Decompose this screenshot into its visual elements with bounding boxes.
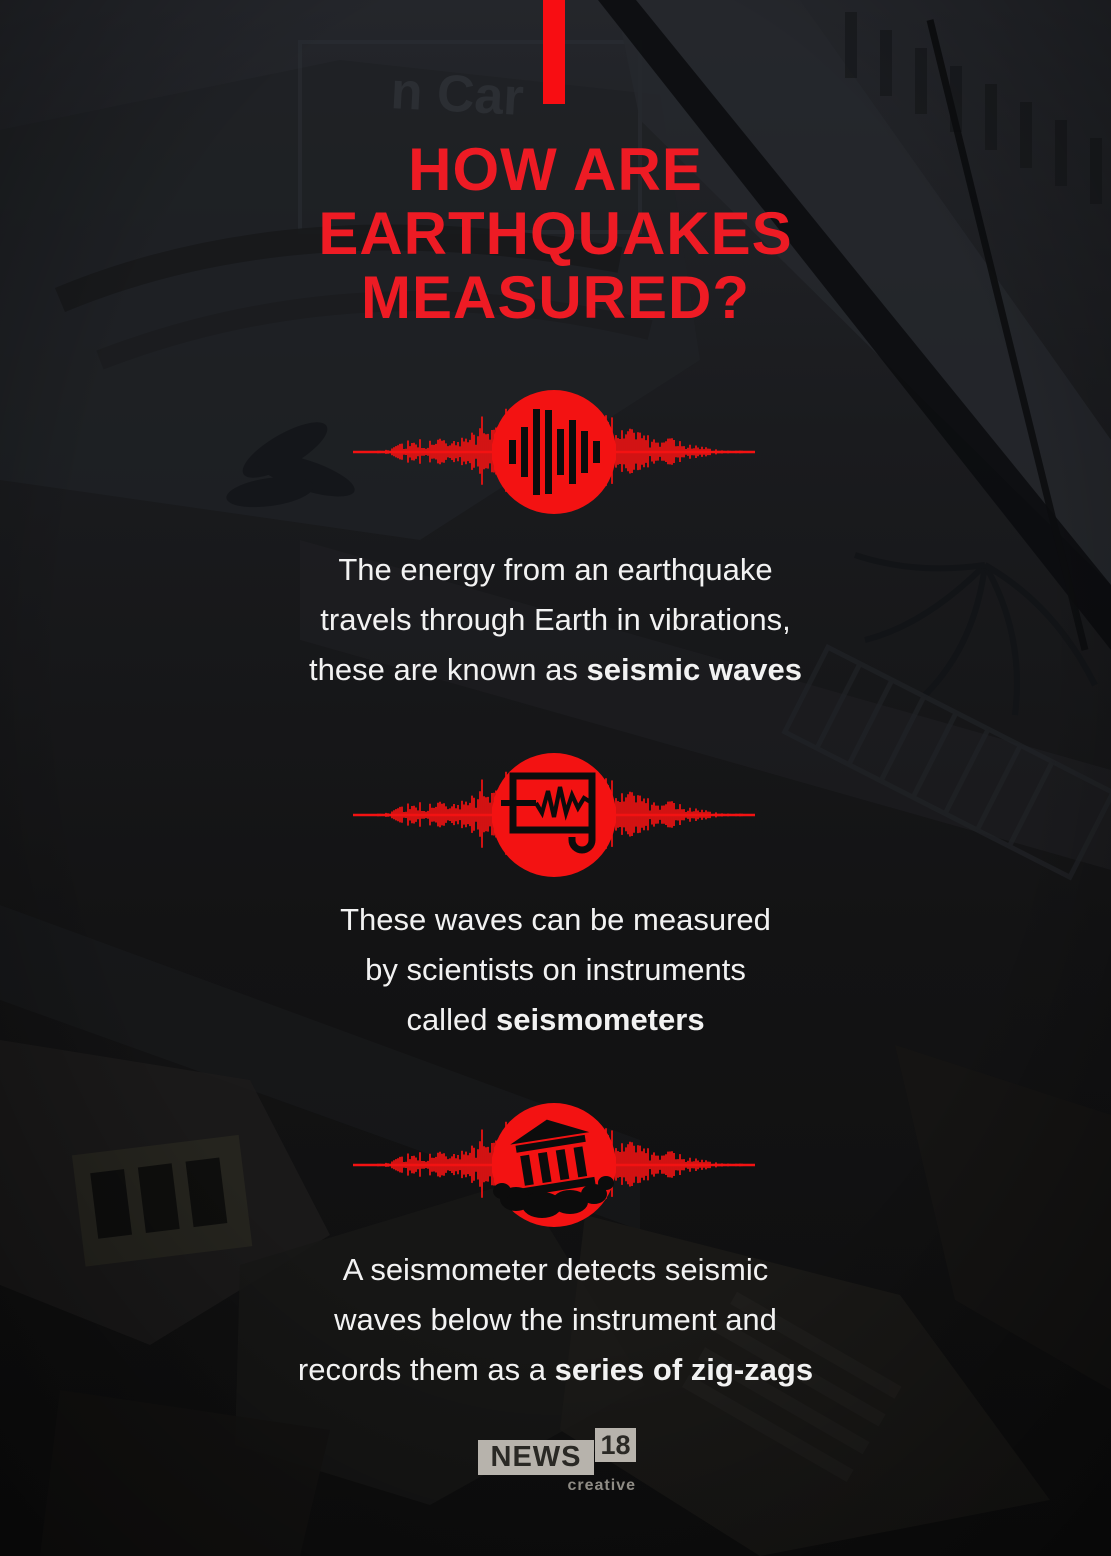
top-accent-bar xyxy=(543,0,565,104)
text-line: These waves can be measured xyxy=(340,902,771,937)
seismograph-icon xyxy=(353,745,755,885)
logo-creative-label: creative xyxy=(567,1477,636,1494)
news-logo-box xyxy=(478,1440,594,1475)
section-seismometers-text xyxy=(0,895,1111,1045)
section-seismic-waves-graphic xyxy=(353,382,755,522)
section-seismic-waves-text xyxy=(0,545,1111,695)
text-line: records them as a xyxy=(297,1352,555,1387)
text-line: A seismometer detects seismic xyxy=(342,1252,769,1287)
text-line-bold: seismometers xyxy=(496,1002,705,1037)
text-line: these are known as xyxy=(309,652,587,687)
text-line: The energy from an earthquake xyxy=(338,552,773,587)
section-zigzags-graphic xyxy=(353,1095,755,1235)
text-line-bold: series of zig-zags xyxy=(554,1352,814,1387)
news18-logo xyxy=(478,1428,636,1494)
section-zigzags-text xyxy=(0,1245,1111,1395)
equalizer-waveform-icon xyxy=(353,382,755,522)
title-line-3: MEASURED? xyxy=(360,264,750,331)
title-line-2: EARTHQUAKES xyxy=(318,200,793,267)
logo-18-text: 18 xyxy=(600,1429,631,1460)
news-logo-text: NEWS xyxy=(490,1441,582,1473)
collapsed-building-icon xyxy=(353,1095,755,1235)
text-line: called xyxy=(406,1002,497,1037)
title-line-1: HOW ARE xyxy=(408,136,703,203)
text-line-bold: seismic waves xyxy=(586,652,802,687)
page-title xyxy=(0,138,1111,330)
logo-18-box xyxy=(595,1428,636,1462)
text-line: travels through Earth in vibrations, xyxy=(320,602,791,637)
section-seismometers-graphic xyxy=(353,745,755,885)
text-line: waves below the instrument and xyxy=(334,1302,777,1337)
text-line: by scientists on instruments xyxy=(365,952,746,987)
